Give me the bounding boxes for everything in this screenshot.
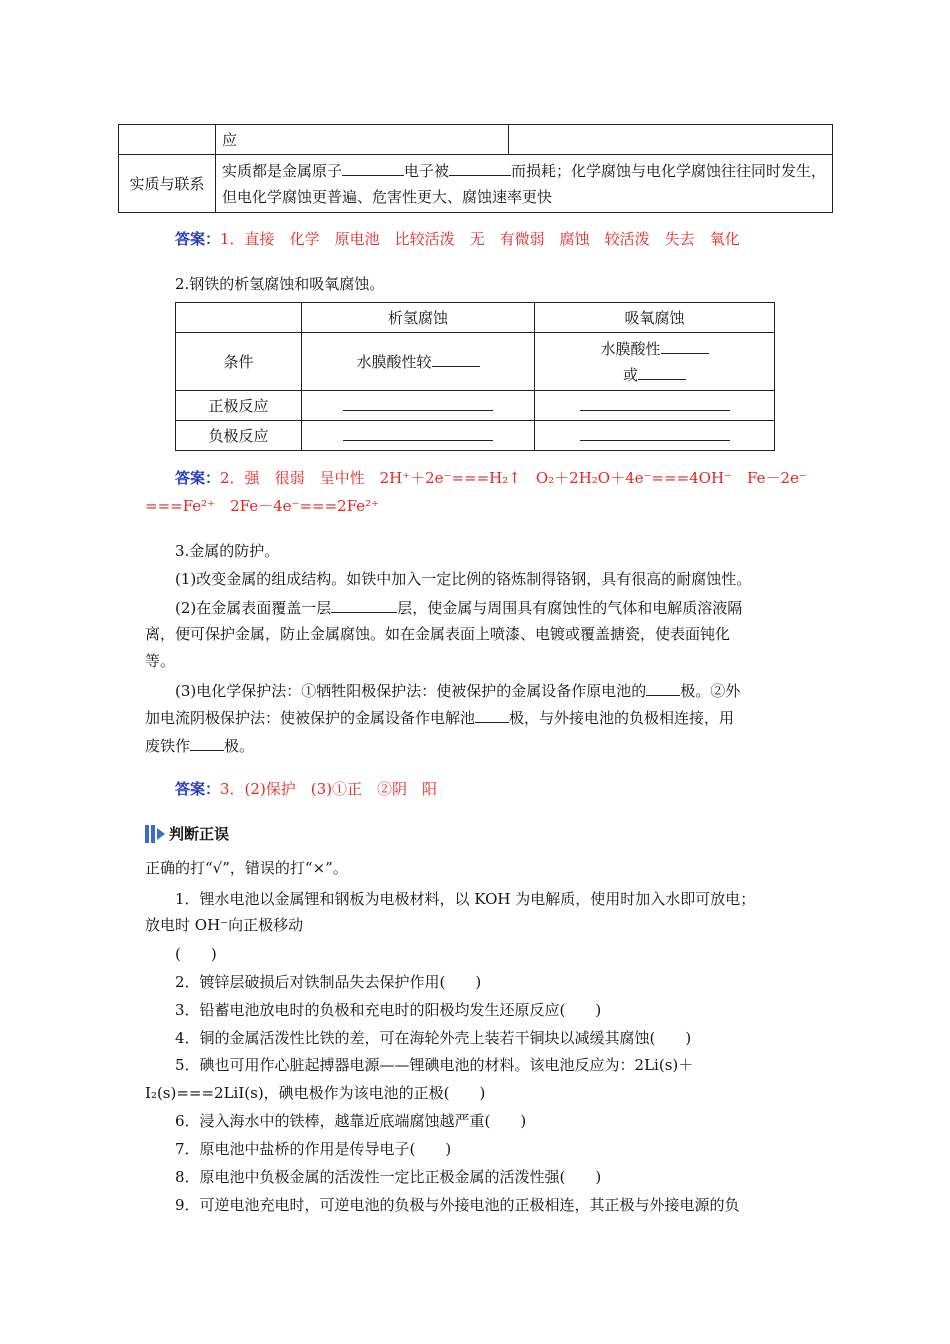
q3-text: 极。 [224,737,255,755]
judge-q7: 7．原电池中盐桥的作用是传导电子( ) [175,1140,452,1158]
condition-text: 水膜酸性 [600,339,661,358]
answer-item: 很弱 [274,469,305,487]
table-cell [509,125,833,155]
table-cell: 应 [216,125,509,155]
judge-q4: 4．铜的金属活泼性比铁的差，可在海轮外壳上装若干铜块以减缓其腐蚀( ) [175,1029,692,1047]
judge-q3: 3．铅蓄电池放电时的负极和充电时的阳极均发生还原反应( ) [175,1001,602,1019]
answer-item: 呈中性 [319,469,365,487]
essence-text-a: 实质都是金属原子 [222,161,343,180]
table-cell [119,125,216,155]
answer-item: 原电池 [334,230,380,248]
answer-3 [175,778,437,800]
answer-label: 答案： [175,780,221,798]
q3-p3-line1 [175,679,740,702]
condition-text: 或 [622,365,638,384]
condition-oxygen [535,333,775,391]
corrosion-comparison-table [118,124,833,213]
row-header-condition: 条件 [176,333,302,391]
answer-item: 2H⁺＋2e⁻===H₂↑ [379,469,521,487]
row-header-positive: 正极反应 [176,391,302,421]
blank [475,706,509,723]
col-header-hydrogen: 析氢腐蚀 [302,303,535,333]
answer-item: 较活泼 [604,230,650,248]
judge-q8: 8．原电池中负极金属的活泼性一定比正极金属的活泼性强( ) [175,1168,602,1186]
q3-text: 废铁作 [145,737,191,755]
answer-1-values [220,230,740,248]
row-header-negative: 负极反应 [176,421,302,451]
answer-item: 失去 [664,230,695,248]
q3-text: 极。②外 [680,682,741,700]
blank [661,337,709,354]
judge-q9: 9．可逆电池充电时，可逆电池的负极与外接电池的正极相连，其正极与外接电源的负 [175,1196,740,1214]
answer-item: 氧化 [709,230,740,248]
table-cell [535,421,775,451]
section-title: 判断正误 [169,825,230,843]
answer-2-continued: ===Fe²⁺ 2Fe－4e⁻===2Fe²⁺ [145,497,380,515]
q3-text: 加电流阴极保护法：使被保护的金属设备作电解池 [145,709,476,727]
answer-item: Fe－2e⁻ [746,469,807,487]
judge-q2: 2．镀锌层破损后对铁制品失去保护作用( ) [175,973,482,991]
condition-hydrogen [302,333,535,391]
q3-text: 极，与外接电池的负极相连接，用 [509,709,735,727]
answer-item: 1．直接 [220,230,275,248]
col-header-oxygen: 吸氧腐蚀 [535,303,775,333]
answer-label: 答案： [175,230,221,248]
judge-q6: 6．浸入海水中的铁棒，越靠近底端腐蚀越严重( ) [175,1112,527,1130]
q2-title: 2.钢铁的析氢腐蚀和吸氧腐蚀。 [175,275,385,293]
q3-text: (2)在金属表面覆盖一层 [175,599,332,617]
blank [638,363,686,380]
hydrogen-oxygen-corrosion-table [175,302,775,451]
judge-q1-bracket: ( ) [175,945,217,963]
table-cell [302,421,535,451]
q3-p3-line3 [145,734,825,757]
answer-2 [175,467,807,489]
q3-p1: (1)改变金属的组成结构。如铁中加入一定比例的铬炼制得铬钢，具有很高的耐腐蚀性。 [175,570,752,588]
blank [342,159,404,176]
answer-label: 答案： [175,469,221,487]
answer-item: O₂＋2H₂O＋4e⁻===4OH⁻ [535,469,732,487]
judge-q5-line1: 5．碘也可用作心脏起搏器电源——锂碘电池的材料。该电池反应为：2Li(s)＋ [175,1056,694,1074]
blank [580,424,730,441]
essence-text-c: 而损耗；化学腐蚀与电化学腐蚀往往同时发生，但电化学腐蚀更普遍、危害性更大、腐蚀速率更快 [222,161,827,206]
q3-text: 层，使金属与周围具有腐蚀性的气体和电解质溶液隔 [397,599,743,617]
answer-item: 比较活泼 [394,230,455,248]
table-cell [535,391,775,421]
section-instruction: 正确的打“√”，错误的打“×”。 [145,859,348,877]
answer-item: 化学 [289,230,320,248]
q3-p3-line2 [145,706,825,729]
row-header-essence [119,155,216,213]
table-cell [176,303,302,333]
blank [449,159,511,176]
blank [343,394,493,411]
q3-p2-line1 [175,596,742,619]
answer-3-text: 3．(2)保护 (3)①正 ②阴 阳 [220,780,438,798]
blank [343,424,493,441]
blank [331,596,397,613]
table-cell [302,391,535,421]
answer-item: 腐蚀 [559,230,590,248]
condition-text: 水膜酸性较 [356,352,432,371]
judge-q1-line1: 1．锂水电池以金属锂和钢板为电极材料，以 KOH 为电解质，使用时加入水即可放电； [175,890,756,908]
blank [580,394,730,411]
answer-item: 无 [469,230,485,248]
q3-p2-line2: 离，便可保护金属，防止金属腐蚀。如在金属表面上喷漆、电镀或覆盖搪瓷，使表面钝化 [145,625,731,643]
essence-content [216,155,833,213]
answer-item: 2．强 [220,469,260,487]
row-header-text: 实质与联系 [129,174,205,193]
q3-text: (3)电化学保护法：①牺牲阳极保护法：使被保护的金属设备作原电池的 [175,682,647,700]
answer-1 [175,228,740,250]
blank [646,679,680,696]
blank [190,734,224,751]
answer-item: 有微弱 [499,230,545,248]
q3-p2-line3: 等。 [145,652,176,670]
judge-q5-line2: I₂(s)===2LiI(s)，碘电极作为该电池的正极( ) [145,1084,486,1102]
blank [432,350,480,367]
q3-title: 3.金属的防护。 [175,542,280,560]
essence-text-b: 电子被 [404,161,450,180]
judge-q1-line2: 放电时 OH⁻向正极移动 [145,916,304,934]
